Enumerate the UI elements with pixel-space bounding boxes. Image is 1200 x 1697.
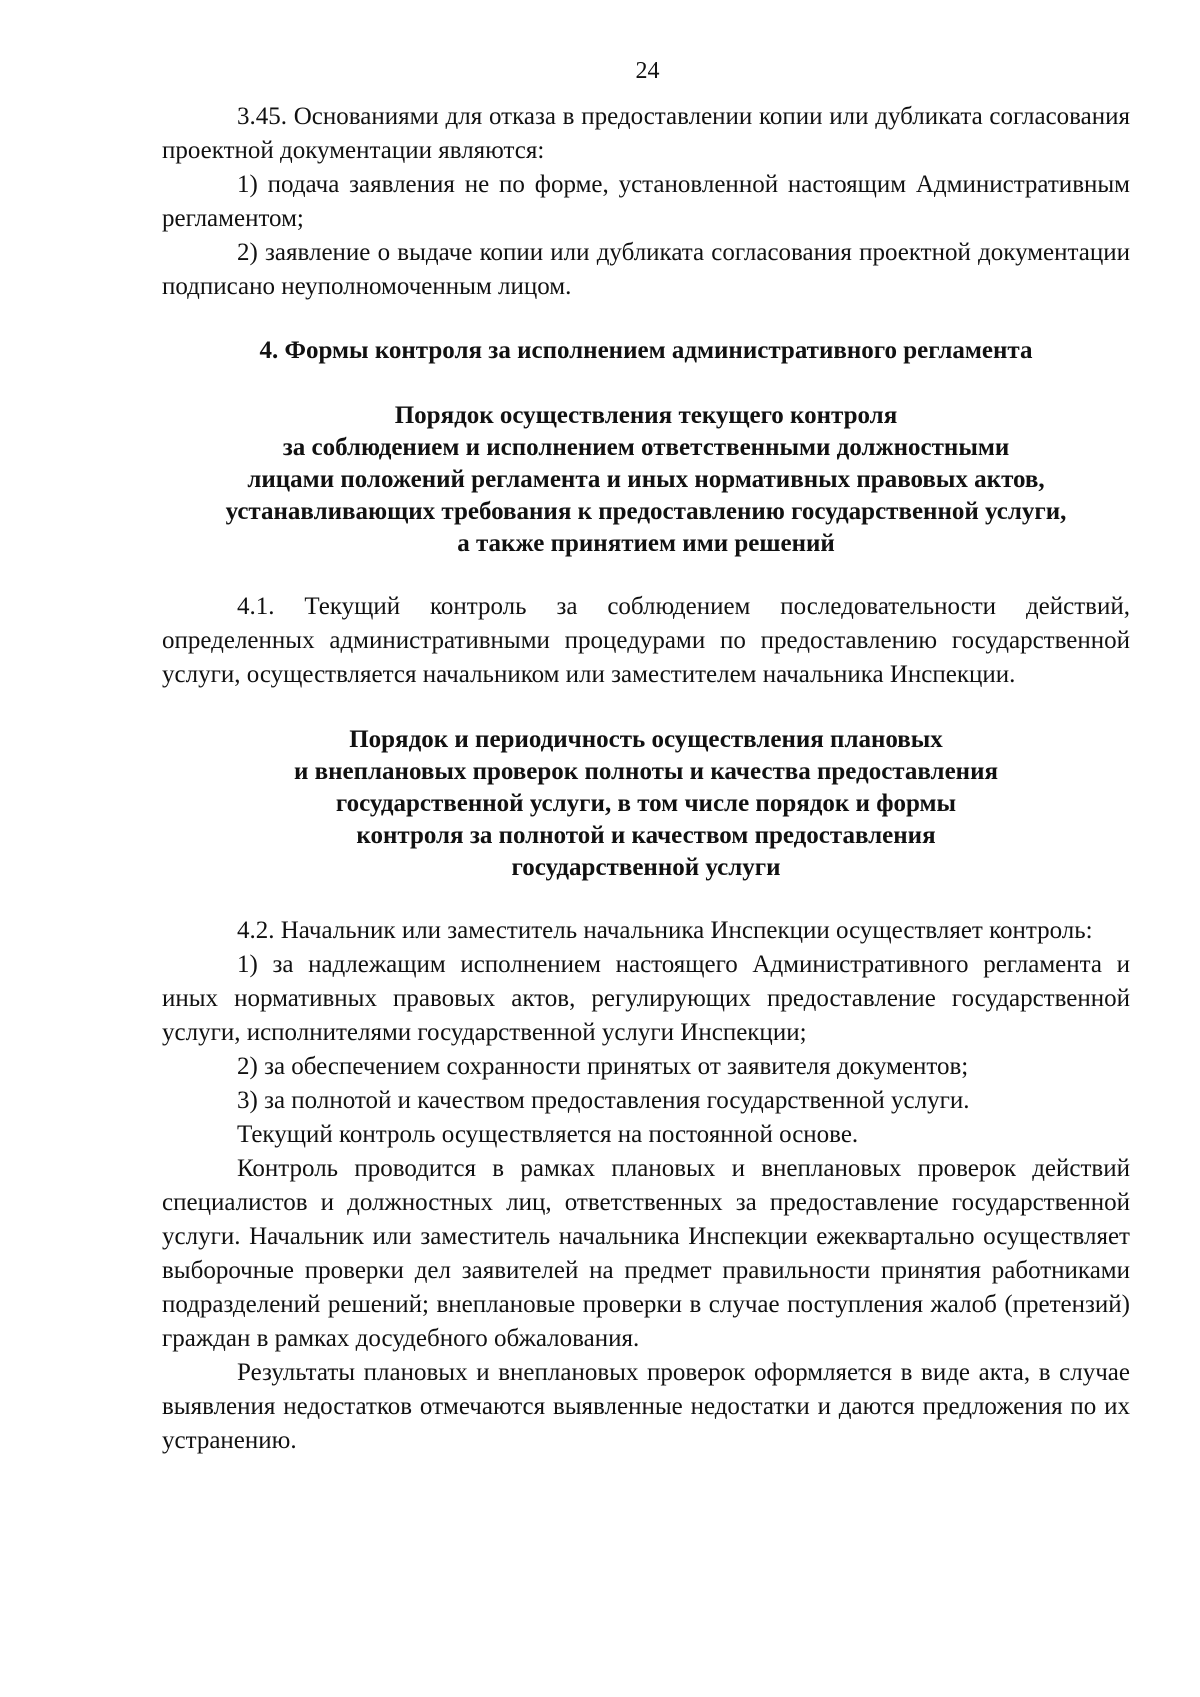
paragraph-4-2: 4.2. Начальник или заместитель начальника Инспекции осуществляет контроль: — [237, 917, 1093, 944]
paragraph-control-inspections: Контроль проводится в рамках плановых и внеплановых проверок действий специалистов и должностных лиц, ответственных за предоставление государственной услуги. Начальник или заместитель начальника Инспекции ежеквартально осуществляет выборочные проверки дел заявителей на предмет правильности принятия работниками подразделений решений; внеплановые проверки в случае поступления жалоб (претензий) граждан в рамках досудебного обжалования. — [162, 1155, 1130, 1352]
subsection-title-line: лицами положений регламента и иных нормативных правовых актов, — [247, 466, 1045, 493]
document-body — [162, 100, 1130, 1458]
paragraph-current-control: Текущий контроль осуществляется на постоянной основе. — [237, 1121, 859, 1148]
subsection-title-line: государственной услуги — [511, 854, 781, 881]
subsection-title-line: и внеплановых проверок полноты и качества предоставления — [293, 758, 999, 785]
page-number: 24 — [635, 58, 660, 84]
paragraph-3-45: 3.45. Основаниями для отказа в предоставлении копии или дубликата согласования проектной документации являются: — [162, 103, 1130, 164]
section-4-title: 4. Формы контроля за исполнением административного регламента — [259, 337, 1033, 364]
list-item-4-2-2: 2) за обеспечением сохранности принятых от заявителя документов; — [237, 1053, 969, 1080]
subsection-title-line: Порядок и периодичность осуществления плановых — [349, 726, 943, 753]
list-item-3-45-1: 1) подача заявления не по форме, установленной настоящим Административным регламентом; — [162, 171, 1130, 232]
subsection-title-line: за соблюдением и исполнением ответственными должностными — [282, 434, 1010, 461]
subsection-inspections-title — [162, 724, 1130, 884]
list-item-4-2-3: 3) за полнотой и качеством предоставления государственной услуги. — [237, 1087, 970, 1114]
paragraph-results: Результаты плановых и внеплановых проверок оформляется в виде акта, в случае выявления недостатков отмечаются выявленные недостатки и даются предложения по их устранению. — [162, 1359, 1130, 1454]
subsection-current-control-title — [162, 400, 1130, 560]
paragraph-4-1: 4.1. Текущий контроль за соблюдением последовательности действий, определенных административными процедурами по предоставлению государственной услуги, осуществляется начальником или заместителем начальника Инспекции. — [162, 593, 1130, 688]
list-item-3-45-2: 2) заявление о выдаче копии или дубликата согласования проектной документации подписано неуполномоченным лицом. — [162, 239, 1130, 300]
subsection-title-line: Порядок осуществления текущего контроля — [394, 402, 898, 429]
subsection-title-line: а также принятием ими решений — [457, 530, 835, 557]
list-item-4-2-1: 1) за надлежащим исполнением настоящего Административного регламента и иных нормативных правовых актов, регулирующих предоставление государственной услуги, исполнителями государственной услуги Инспекции; — [162, 951, 1130, 1046]
subsection-title-line: государственной услуги, в том числе порядок и формы — [335, 790, 957, 817]
subsection-title-line: контроля за полнотой и качеством предоставления — [356, 822, 936, 849]
subsection-title-line: устанавливающих требования к предоставлению государственной услуги, — [225, 498, 1067, 525]
